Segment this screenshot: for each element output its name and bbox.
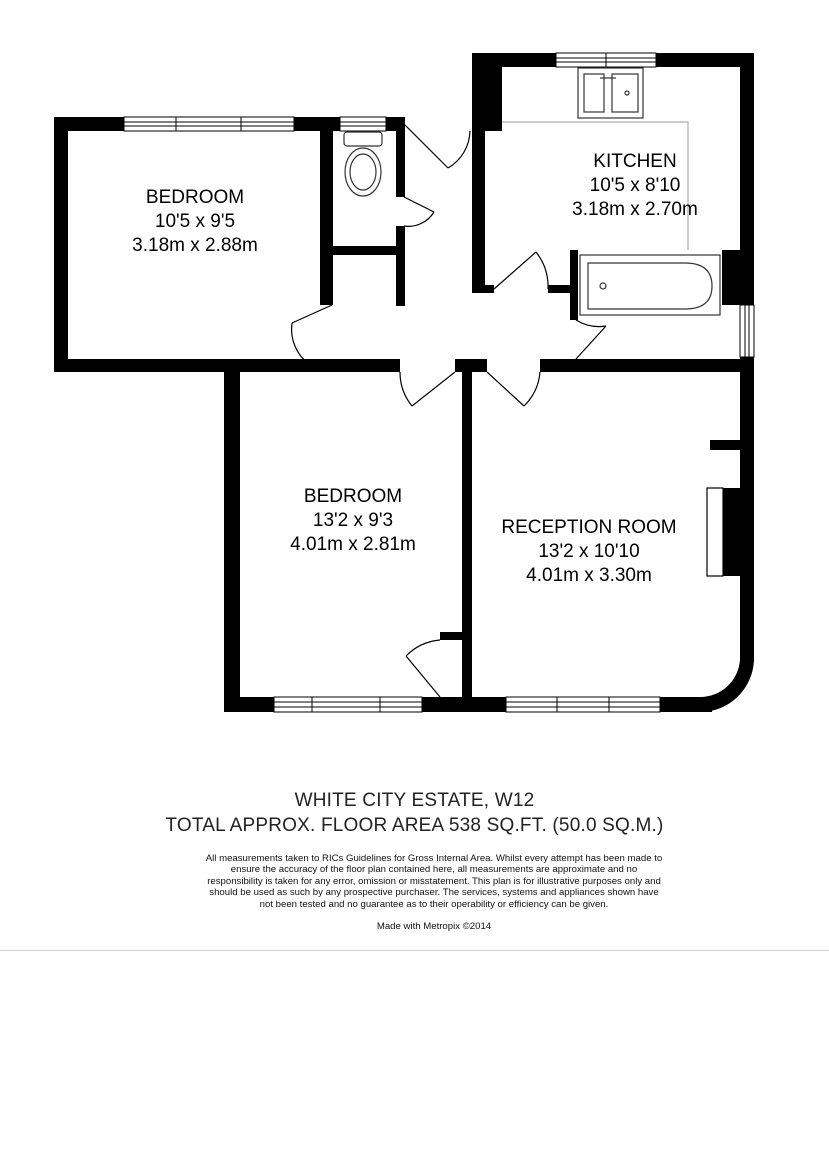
room-name: RECEPTION ROOM xyxy=(501,517,677,538)
room-name: KITCHEN xyxy=(593,151,677,172)
floor-area-summary: TOTAL APPROX. FLOOR AREA 538 SQ.FT. (50.0 SQ.M.) xyxy=(165,815,664,836)
toilet-icon xyxy=(344,132,382,196)
room-name: BEDROOM xyxy=(303,486,403,507)
room-size-metric: 4.01m x 3.30m xyxy=(526,565,652,586)
room-label-reception xyxy=(501,517,676,586)
credit-line: Made with Metropix ©2014 xyxy=(376,921,492,932)
bath-icon xyxy=(580,255,720,315)
room-name: BEDROOM xyxy=(145,187,245,208)
room-label-bedroom-1 xyxy=(132,187,258,256)
room-size-imperial: 13'2 x 9'3 xyxy=(312,510,394,531)
room-label-kitchen xyxy=(572,151,698,220)
room-size-metric: 3.18m x 2.70m xyxy=(572,199,698,220)
property-address: WHITE CITY ESTATE, W12 xyxy=(294,790,535,811)
room-size-metric: 3.18m x 2.88m xyxy=(132,235,258,256)
room-size-metric: 4.01m x 2.81m xyxy=(290,534,416,555)
divider xyxy=(0,950,829,951)
room-size-imperial: 13'2 x 10'10 xyxy=(538,541,640,562)
room-size-imperial: 10'5 x 9'5 xyxy=(154,211,236,232)
doors xyxy=(292,124,606,697)
fireplace-icon xyxy=(707,488,723,576)
room-label-bedroom-2 xyxy=(290,486,416,555)
room-size-imperial: 10'5 x 8'10 xyxy=(589,175,681,196)
sink-icon xyxy=(578,68,643,118)
disclaimer-text: All measurements taken to RICs Guidelines for Gross Internal Area. Whilst every attempt has been made to ensure the accuracy of the floor plan contained here, all measurements are approximate and no responsibility is taken for any error, omission or misstatement. This plan is for illustrative purposes only and should be used as such by any prospective purchaser. The services, systems and appliances shown have not been tested and no guarantee as to their operability or efficiency can be given. xyxy=(205,853,663,910)
